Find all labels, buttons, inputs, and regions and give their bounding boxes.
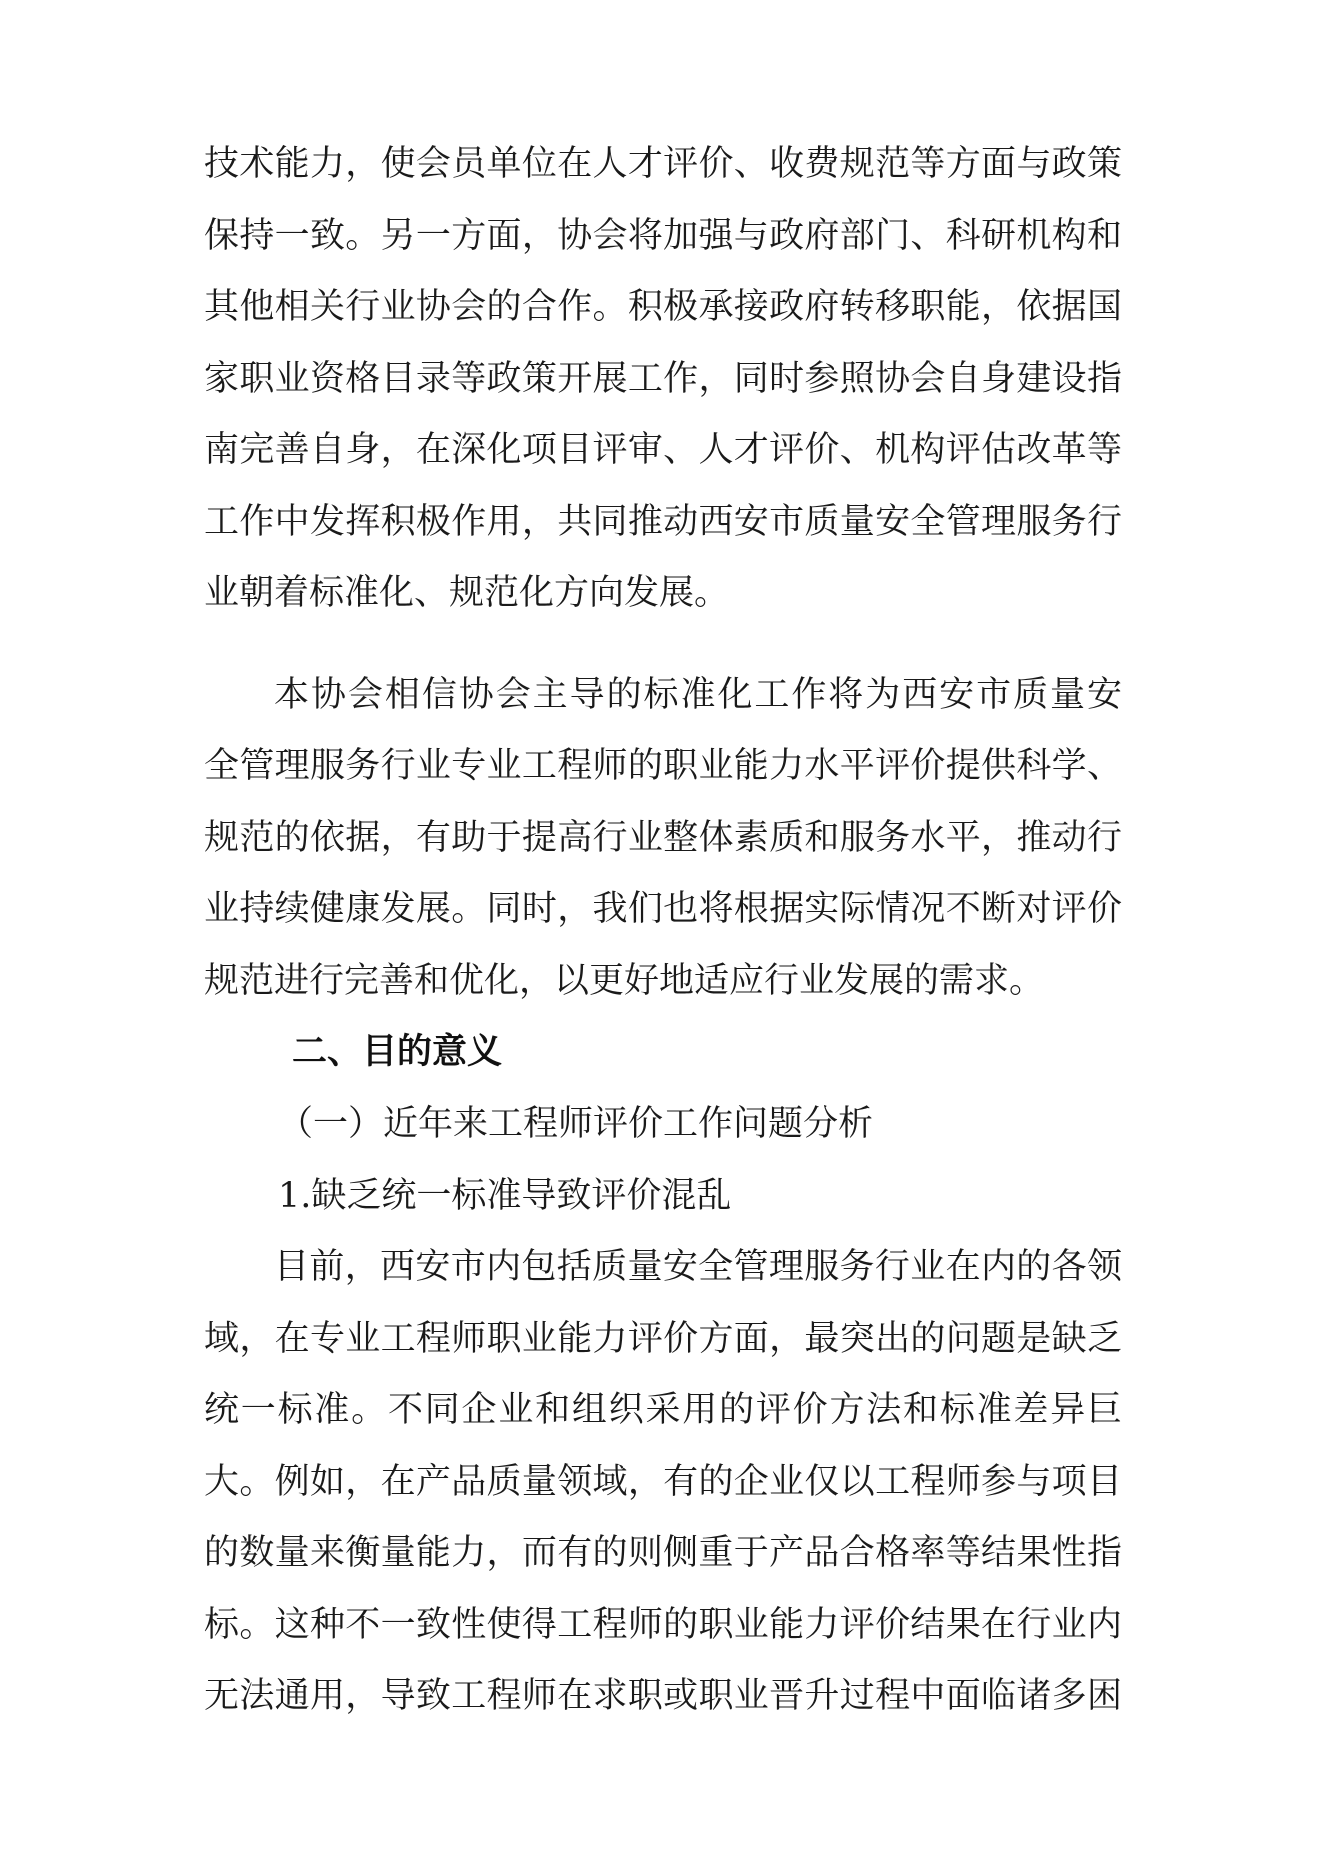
paragraph-line: 标。这种不一致性使得工程师的职业能力评价结果在行业内 <box>204 1605 1122 1645</box>
paragraph-line: 家职业资格目录等政策开展工作，同时参照协会自身建设指 <box>204 359 1122 399</box>
paragraph-line: 工作中发挥积极作用，共同推动西安市质量安全管理服务行 <box>204 502 1122 542</box>
section-heading: 二、目的意义 <box>292 1032 503 1072</box>
paragraph-line: 全管理服务行业专业工程师的职业能力水平评价提供科学、 <box>204 746 1122 786</box>
paragraph-line: 无法通用，导致工程师在求职或职业晋升过程中面临诸多困 <box>204 1676 1122 1716</box>
paragraph-line: 其他相关行业协会的合作。积极承接政府转移职能，依据国 <box>204 287 1122 327</box>
paragraph-line: 业朝着标准化、规范化方向发展。 <box>204 573 730 613</box>
paragraph-line: 的数量来衡量能力，而有的则侧重于产品合格率等结果性指 <box>204 1533 1122 1573</box>
paragraph-line: 保持一致。另一方面，协会将加强与政府部门、科研机构和 <box>204 216 1122 256</box>
paragraph-line: 统一标准。不同企业和组织采用的评价方法和标准差异巨 <box>204 1390 1122 1430</box>
paragraph-line: 业持续健康发展。同时，我们也将根据实际情况不断对评价 <box>204 889 1122 929</box>
paragraph-line: 规范的依据，有助于提高行业整体素质和服务水平，推动行 <box>204 818 1122 858</box>
paragraph-line: 南完善自身，在深化项目评审、人才评价、机构评估改革等 <box>204 430 1122 470</box>
subsection-heading: （一）近年来工程师评价工作问题分析 <box>278 1104 874 1144</box>
paragraph-line: 规范进行完善和优化，以更好地适应行业发展的需求。 <box>204 961 1045 1001</box>
paragraph-line: 目前，西安市内包括质量安全管理服务行业在内的各领 <box>274 1247 1122 1287</box>
paragraph-line: 技术能力，使会员单位在人才评价、收费规范等方面与政策 <box>204 144 1122 184</box>
paragraph-line: 本协会相信协会主导的标准化工作将为西安市质量安 <box>274 675 1122 715</box>
paragraph-line: 域，在专业工程师职业能力评价方面，最突出的问题是缺乏 <box>204 1319 1122 1359</box>
paragraph-line: 大。例如，在产品质量领域，有的企业仅以工程师参与项目 <box>204 1462 1122 1502</box>
item-heading: 1.缺乏统一标准导致评价混乱 <box>278 1176 732 1216</box>
